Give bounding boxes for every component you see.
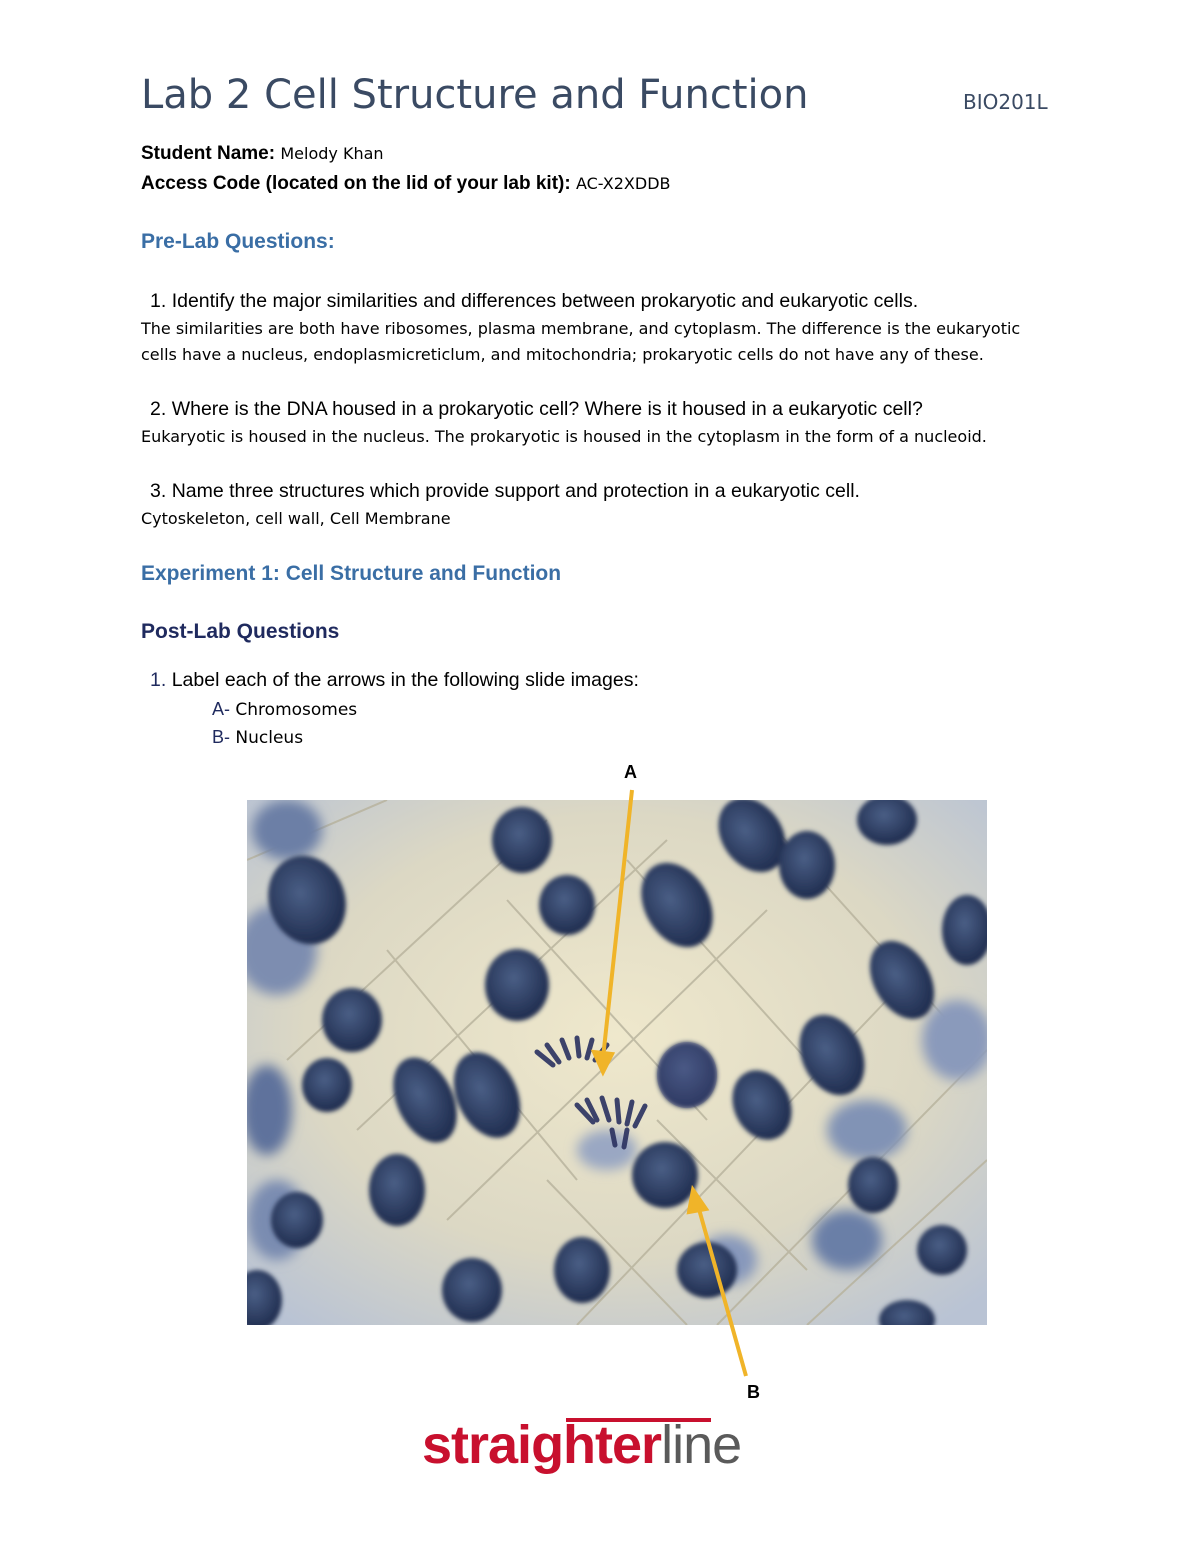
prelab-answer-3: Cytoskeleton, cell wall, Cell Membrane xyxy=(141,509,451,528)
arrow-a-head xyxy=(594,1052,612,1072)
access-code-value: AC-X2XDDB xyxy=(575,174,671,193)
prelab-answer-2: Eukaryotic is housed in the nucleus. The prokaryotic is housed in the cytoplasm in the form of a nucleoid. xyxy=(141,427,987,446)
arrow-a xyxy=(603,790,632,1058)
experiment-heading: Experiment 1: Cell Structure and Function xyxy=(141,562,562,585)
page-title: Lab 2 Cell Structure and Function xyxy=(141,72,809,118)
question-number: 3. xyxy=(150,480,167,502)
marker-a: A xyxy=(624,762,637,782)
question-text: Where is the DNA housed in a prokaryotic cell? Where is it housed in a eukaryotic cell? xyxy=(171,398,923,420)
question-number: 1. xyxy=(150,290,167,312)
logo-part-2: line xyxy=(661,1415,742,1475)
label-value: Chromosomes xyxy=(235,700,358,720)
question-number: 2. xyxy=(150,398,167,420)
label-value: Nucleus xyxy=(235,728,304,748)
question-text: Label each of the arrows in the following slide images: xyxy=(171,669,639,691)
question-number: 1. xyxy=(150,669,167,691)
marker-b: B xyxy=(747,1382,760,1402)
arrow-b xyxy=(697,1202,746,1376)
course-code: BIO201L xyxy=(963,90,1048,114)
student-name-label: Student Name: xyxy=(141,143,276,164)
label-key: A- xyxy=(212,699,230,719)
arrow-b-head xyxy=(689,1190,706,1212)
student-name-value: Melody Khan xyxy=(280,144,384,163)
prelab-heading: Pre-Lab Questions: xyxy=(141,230,335,253)
question-text: Identify the major similarities and differences between prokaryotic and eukaryotic cells. xyxy=(171,290,919,312)
logo-part-1: straighter xyxy=(422,1415,662,1475)
postlab-heading: Post-Lab Questions xyxy=(141,620,340,643)
prelab-answer-1: The similarities are both have ribosomes, plasma membrane, and cytoplasm. The difference is the eukaryotic cells have a nucleus, endoplasmicreticlum, and mitochondria; prokaryotic cells do not have any of these. xyxy=(141,319,1021,364)
label-key: B- xyxy=(212,727,230,747)
straighterline-logo xyxy=(422,1414,741,1476)
access-code-label: Access Code (located on the lid of your lab kit): xyxy=(141,173,571,194)
question-text: Name three structures which provide support and protection in a eukaryotic cell. xyxy=(171,480,860,502)
